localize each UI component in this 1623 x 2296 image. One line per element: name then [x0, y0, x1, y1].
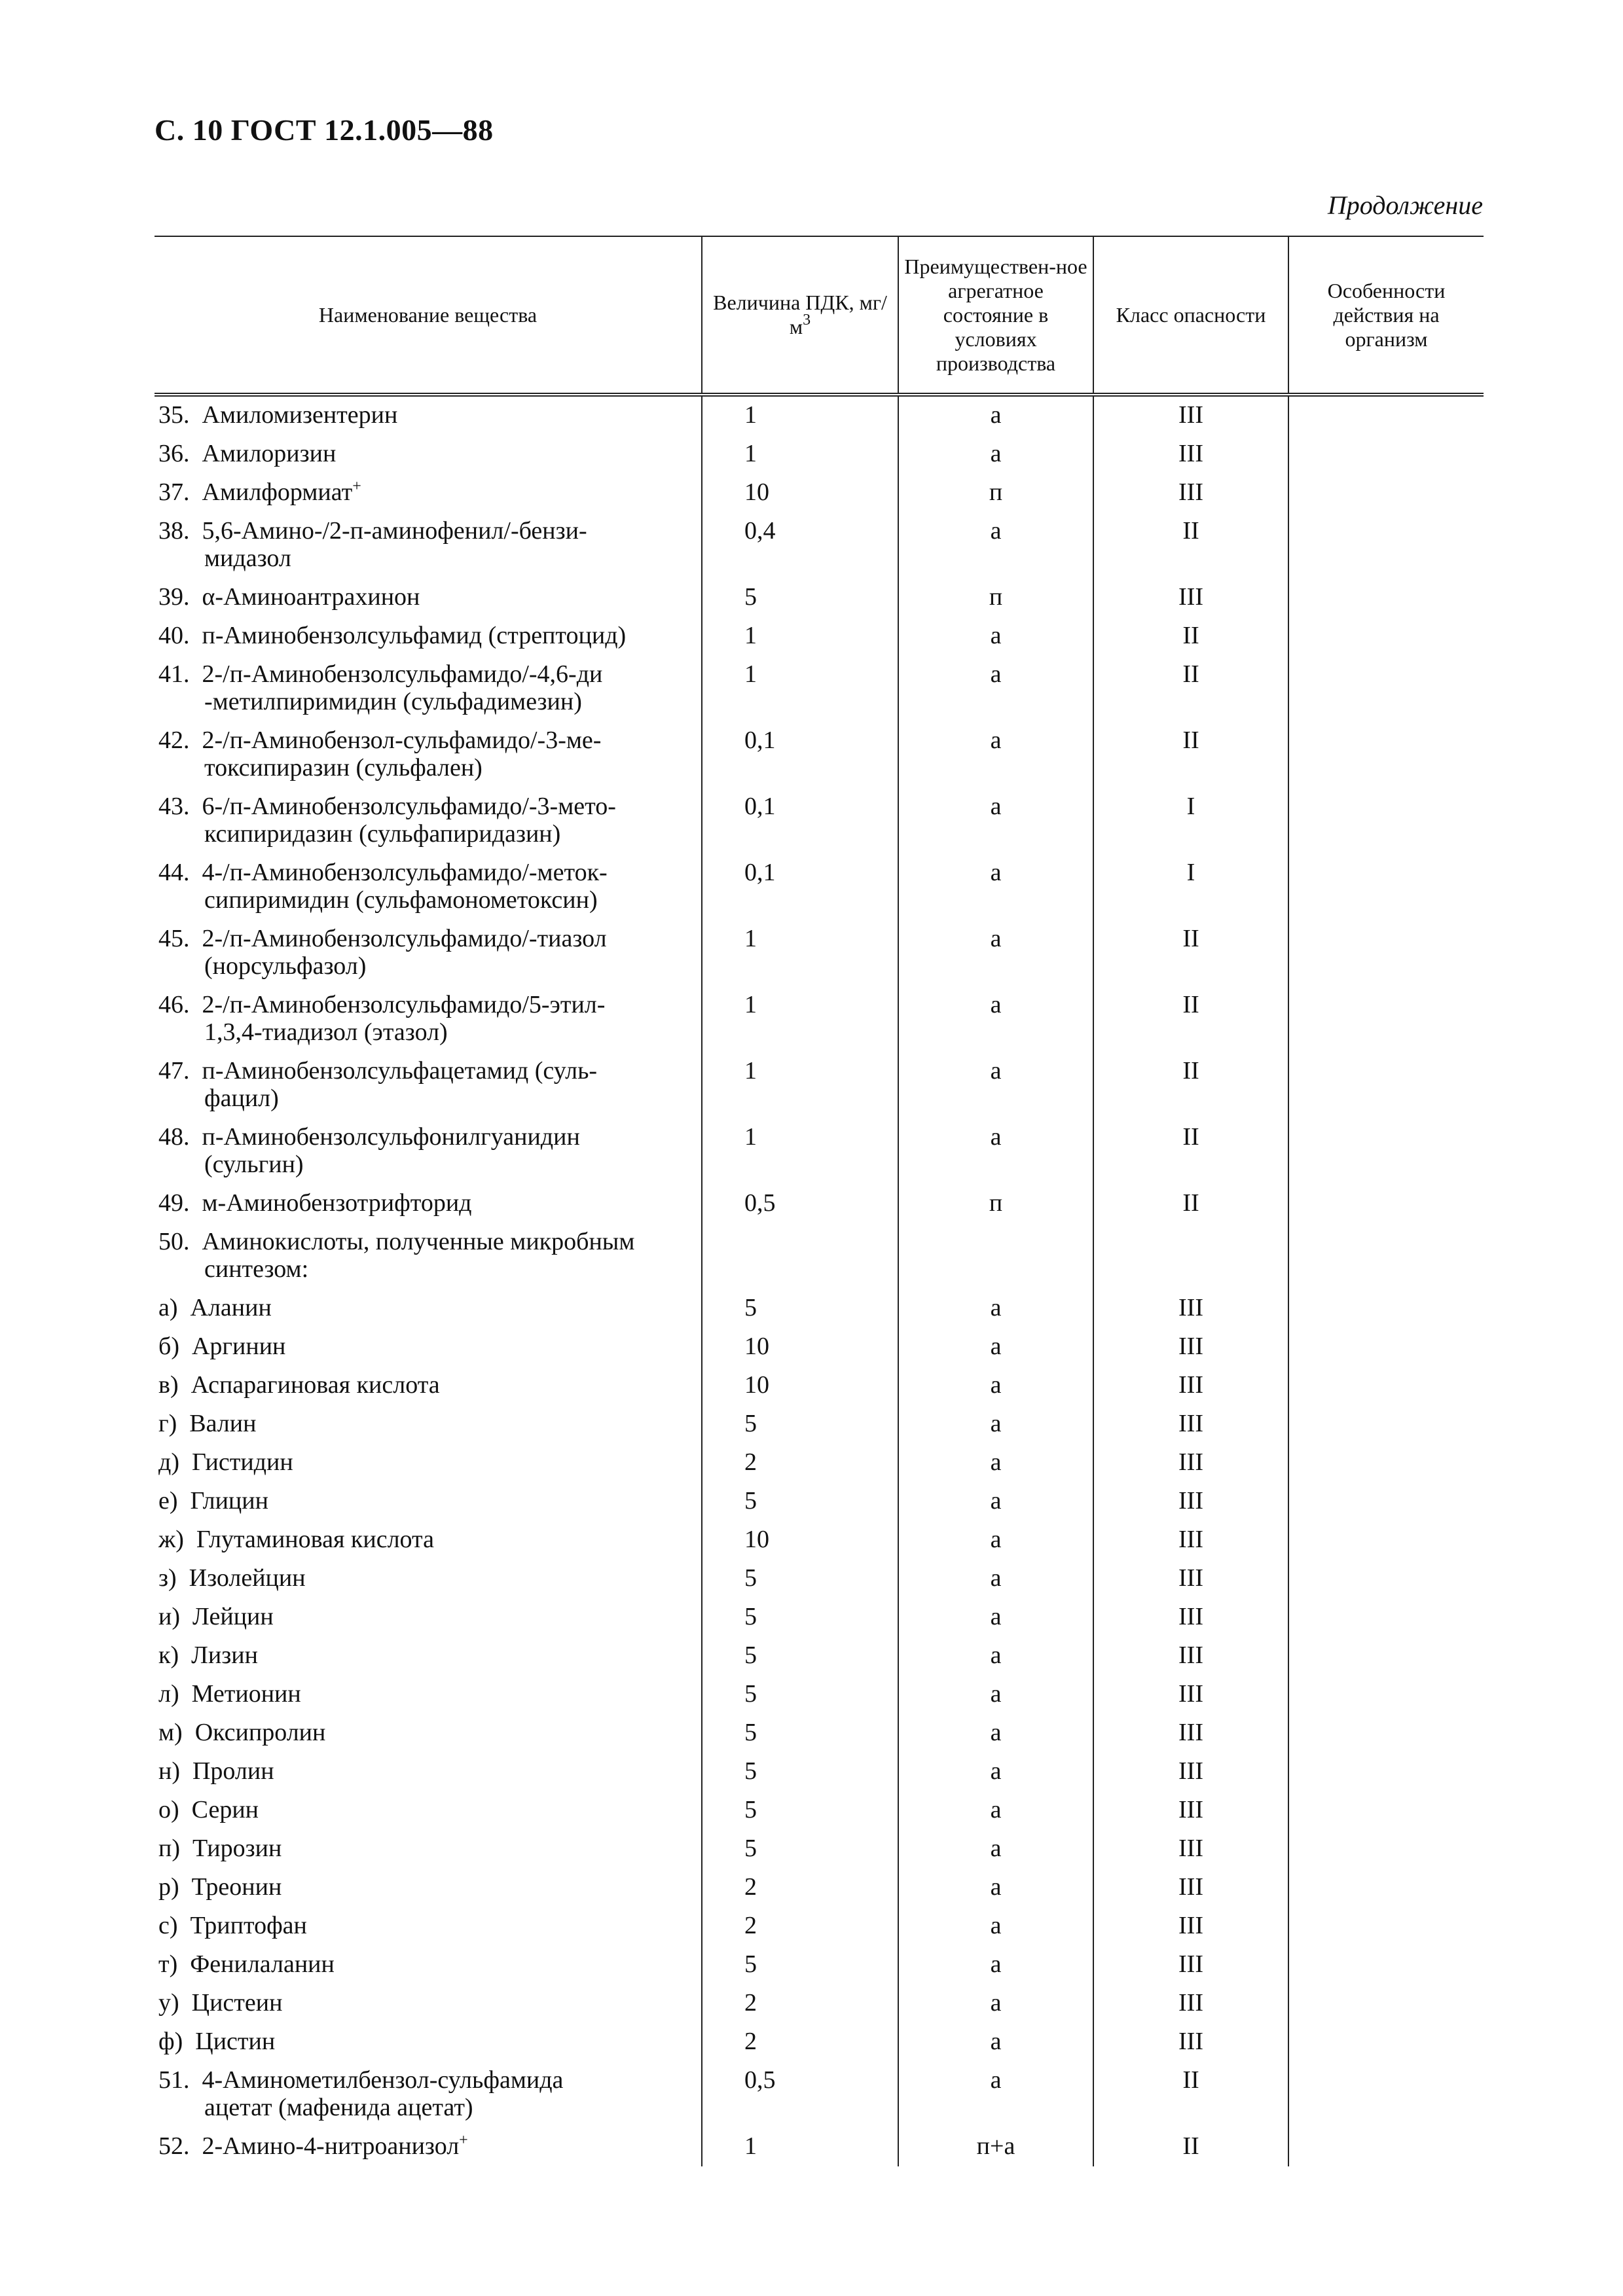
features: [1288, 1052, 1484, 1119]
substance-name: [155, 1946, 702, 1984]
aggregate-state: а: [898, 1676, 1093, 1714]
substance-name-line: фацил): [204, 1085, 279, 1112]
pdk-value: 2: [702, 2023, 898, 2062]
substance-name-line: 42. 2-/п-Аминобензол-сульфамидо/-3-ме-: [158, 726, 602, 754]
pdk-value: 5: [702, 1405, 898, 1444]
aggregate-state: а: [898, 1907, 1093, 1946]
substance-name-line: л) Метионин: [158, 1680, 301, 1708]
pdk-value: 1: [702, 920, 898, 986]
pdk-value: 5: [702, 1753, 898, 1791]
substance-name-line: ж) Глутаминовая кислота: [158, 1526, 434, 1553]
substance-name-line: сипиримидин (сульфамонометоксин): [204, 886, 598, 914]
pdk-value: 10: [702, 1521, 898, 1560]
features: [1288, 474, 1484, 512]
table-row: [155, 1907, 1484, 1946]
features: [1288, 1676, 1484, 1714]
hazard-class: [1093, 1223, 1288, 1289]
features: [1288, 1714, 1484, 1753]
aggregate-state: а: [898, 1637, 1093, 1676]
table-row: [155, 1367, 1484, 1405]
table-row: [155, 656, 1484, 722]
substance-name: [155, 1753, 702, 1791]
aggregate-state: а: [898, 1946, 1093, 1984]
aggregate-state: а: [898, 854, 1093, 920]
pdk-value: 1: [702, 2128, 898, 2166]
substance-name-line: 50. Аминокислоты, полученные микробным: [158, 1228, 635, 1255]
substance-name: [155, 986, 702, 1052]
substance-name-line: с) Триптофан: [158, 1912, 307, 1939]
features: [1288, 1560, 1484, 1598]
hazard-class: III: [1093, 1637, 1288, 1676]
aggregate-state: п: [898, 474, 1093, 512]
hazard-class: III: [1093, 1598, 1288, 1637]
substance-name-line: ксипиридазин (сульфапиридазин): [204, 820, 561, 848]
table-row: [155, 1791, 1484, 1830]
features: [1288, 1482, 1484, 1521]
aggregate-state: а: [898, 617, 1093, 656]
table-row: [155, 1289, 1484, 1328]
aggregate-state: п: [898, 579, 1093, 617]
substance-name: [155, 512, 702, 579]
features: [1288, 986, 1484, 1052]
table-row: [155, 1946, 1484, 1984]
features: [1288, 1328, 1484, 1367]
substance-name: [155, 656, 702, 722]
substance-name-line: -метилпиримидин (сульфадимезин): [204, 688, 582, 715]
substance-name: [155, 2128, 702, 2166]
substance-name-line: т) Фенилаланин: [158, 1950, 335, 1978]
substance-name-line: 36. Амилоризин: [158, 440, 337, 467]
substance-name-line: 35. Амиломизентерин: [158, 401, 398, 429]
substance-name-line: у) Цистеин: [158, 1989, 283, 2017]
table-row: [155, 788, 1484, 854]
substance-name: [155, 1482, 702, 1521]
hazard-class: II: [1093, 1185, 1288, 1223]
pdk-value: 2: [702, 1907, 898, 1946]
hazard-class: III: [1093, 395, 1288, 435]
substance-name-line: 48. п-Аминобензолсульфонилгуанидин: [158, 1123, 580, 1151]
aggregate-state: а: [898, 1984, 1093, 2023]
page-title: С. 10 ГОСТ 12.1.005—88: [155, 113, 494, 147]
substance-name-line: н) Пролин: [158, 1757, 274, 1785]
features: [1288, 1405, 1484, 1444]
pdk-value: 2: [702, 1444, 898, 1482]
substance-name: [155, 2062, 702, 2128]
aggregate-state: а: [898, 1830, 1093, 1869]
pdk-value: 5: [702, 1676, 898, 1714]
hazard-class: I: [1093, 854, 1288, 920]
substance-name: [155, 1405, 702, 1444]
features: [1288, 1521, 1484, 1560]
pdk-value: 1: [702, 656, 898, 722]
pdk-value: 0,4: [702, 512, 898, 579]
aggregate-state: а: [898, 1367, 1093, 1405]
substance-name-line: п) Тирозин: [158, 1835, 282, 1862]
substance-name-line: 1,3,4-тиадизол (этазол): [204, 1018, 448, 1046]
pdk-value: 5: [702, 1791, 898, 1830]
substance-name: [155, 1714, 702, 1753]
substance-name-line: 38. 5,6-Амино-/2-п-аминофенил/-бензи-: [158, 517, 587, 545]
features: [1288, 2062, 1484, 2128]
aggregate-state: а: [898, 1328, 1093, 1367]
substance-name-line: (норсульфазол): [204, 952, 367, 980]
hazard-class: III: [1093, 474, 1288, 512]
aggregate-state: а: [898, 1869, 1093, 1907]
substance-name-line: в) Аспарагиновая кислота: [158, 1371, 440, 1399]
hazard-class: III: [1093, 1791, 1288, 1830]
substance-name: [155, 579, 702, 617]
hazard-class: II: [1093, 722, 1288, 788]
substance-name: [155, 722, 702, 788]
substance-name: [155, 474, 702, 512]
hazard-class: III: [1093, 1676, 1288, 1714]
features: [1288, 920, 1484, 986]
pdk-value: 2: [702, 1984, 898, 2023]
table-row: [155, 579, 1484, 617]
hazard-class: III: [1093, 1946, 1288, 1984]
pdk-value: 0,1: [702, 854, 898, 920]
aggregate-state: а: [898, 1444, 1093, 1482]
table-row: [155, 1560, 1484, 1598]
table-row: [155, 395, 1484, 435]
pdk-value: 5: [702, 1560, 898, 1598]
hazard-class: II: [1093, 986, 1288, 1052]
pdk-value: 0,1: [702, 722, 898, 788]
substance-name-line: о) Серин: [158, 1796, 259, 1823]
features: [1288, 1598, 1484, 1637]
features: [1288, 435, 1484, 474]
features: [1288, 1444, 1484, 1482]
features: [1288, 512, 1484, 579]
pdk-value: 5: [702, 1598, 898, 1637]
pdk-value: 5: [702, 1946, 898, 1984]
features: [1288, 656, 1484, 722]
continuation-label: Продолжение: [1327, 190, 1483, 220]
pdk-value: 5: [702, 1482, 898, 1521]
pdk-value: 10: [702, 474, 898, 512]
hazard-class: II: [1093, 1052, 1288, 1119]
features: [1288, 722, 1484, 788]
hazard-class: III: [1093, 1714, 1288, 1753]
pdk-value: 0,5: [702, 1185, 898, 1223]
substance-name: [155, 854, 702, 920]
substance-name-line: синтезом:: [204, 1255, 309, 1283]
pdk-value: 1: [702, 986, 898, 1052]
hazard-class: III: [1093, 435, 1288, 474]
substance-name-line: 45. 2-/п-Аминобензолсульфамидо/-тиазол: [158, 925, 607, 952]
aggregate-state: а: [898, 1598, 1093, 1637]
substance-name-line: 49. м-Аминобензотрифторид: [158, 1189, 472, 1217]
features: [1288, 1637, 1484, 1676]
aggregate-state: а: [898, 656, 1093, 722]
hazard-class: III: [1093, 1830, 1288, 1869]
substance-name-line: р) Треонин: [158, 1873, 282, 1901]
table-row: [155, 1637, 1484, 1676]
substances-table: [155, 236, 1484, 2166]
substance-name-line: 51. 4-Аминометилбензол-сульфамида: [158, 2066, 564, 2094]
pdk-value: 1: [702, 435, 898, 474]
aggregate-state: а: [898, 1052, 1093, 1119]
aggregate-state: а: [898, 788, 1093, 854]
table-row: [155, 474, 1484, 512]
aggregate-state: а: [898, 1119, 1093, 1185]
hazard-class: II: [1093, 920, 1288, 986]
substance-name: [155, 1521, 702, 1560]
substance-name: [155, 1367, 702, 1405]
features: [1288, 617, 1484, 656]
column-header-state: Преимуществен-ное агрегатное состояние в условиях производства: [898, 236, 1093, 395]
hazard-class: II: [1093, 617, 1288, 656]
hazard-class: III: [1093, 1753, 1288, 1791]
substance-name: [155, 617, 702, 656]
pdk-value: 1: [702, 1119, 898, 1185]
table-row: [155, 1984, 1484, 2023]
substance-name: [155, 1869, 702, 1907]
pdk-value: 5: [702, 1289, 898, 1328]
column-header-name: Наименование вещества: [155, 236, 702, 395]
table-row: [155, 920, 1484, 986]
pdk-value: 1: [702, 617, 898, 656]
table-row: [155, 1223, 1484, 1289]
aggregate-state: а: [898, 2062, 1093, 2128]
pdk-value: 2: [702, 1869, 898, 1907]
table-row: [155, 1830, 1484, 1869]
substance-name-line: токсипиразин (сульфален): [204, 754, 483, 781]
features: [1288, 579, 1484, 617]
hazard-class: II: [1093, 2128, 1288, 2166]
column-header-pdk: [702, 236, 898, 395]
aggregate-state: а: [898, 1753, 1093, 1791]
hazard-class: II: [1093, 1119, 1288, 1185]
table-row: [155, 1482, 1484, 1521]
table-row: [155, 1753, 1484, 1791]
features: [1288, 1946, 1484, 1984]
substance-name-line: мидазол: [204, 545, 291, 572]
substance-name-sup: +: [459, 2132, 468, 2149]
substance-name: [155, 1984, 702, 2023]
substance-name: [155, 435, 702, 474]
substance-name-line: ацетат (мафенида ацетат): [204, 2094, 473, 2121]
substance-name: [155, 1444, 702, 1482]
substance-name: [155, 1119, 702, 1185]
features: [1288, 2023, 1484, 2062]
features: [1288, 1119, 1484, 1185]
table-row: [155, 2128, 1484, 2166]
substance-name-line: г) Валин: [158, 1410, 257, 1437]
table-header: [155, 236, 1484, 395]
hazard-class: II: [1093, 2062, 1288, 2128]
substance-name: [155, 788, 702, 854]
substance-name: [155, 1791, 702, 1830]
table-row: [155, 1328, 1484, 1367]
aggregate-state: а: [898, 1405, 1093, 1444]
substance-name-line: 40. п-Аминобензолсульфамид (стрептоцид): [158, 622, 627, 649]
substance-name: [155, 1676, 702, 1714]
table-row: [155, 1405, 1484, 1444]
substance-name-line: е) Глицин: [158, 1487, 268, 1515]
pdk-value: 1: [702, 1052, 898, 1119]
hazard-class: III: [1093, 1328, 1288, 1367]
substance-name-line: к) Лизин: [158, 1641, 258, 1669]
substance-name-line: а) Аланин: [158, 1294, 272, 1321]
features: [1288, 1869, 1484, 1907]
substance-name-line: д) Гистидин: [158, 1448, 293, 1476]
aggregate-state: [898, 1223, 1093, 1289]
substance-name-line: 39. α-Аминоантрахинон: [158, 583, 420, 611]
substance-name-line: 43. 6-/п-Аминобензолсульфамидо/-3-мето-: [158, 793, 616, 820]
aggregate-state: а: [898, 920, 1093, 986]
aggregate-state: а: [898, 1521, 1093, 1560]
pdk-value: 0,5: [702, 2062, 898, 2128]
table-row: [155, 1185, 1484, 1223]
substance-name: [155, 395, 702, 435]
column-header-features: Особенности действия на организм: [1288, 236, 1484, 395]
features: [1288, 2128, 1484, 2166]
substance-name-line: 44. 4-/п-Аминобензолсульфамидо/-меток-: [158, 859, 608, 886]
table-row: [155, 1714, 1484, 1753]
hazard-class: III: [1093, 1869, 1288, 1907]
substance-name: [155, 1560, 702, 1598]
substance-name-line: 52. 2-Амино-4-нитроанизол: [158, 2132, 460, 2160]
features: [1288, 1367, 1484, 1405]
table-row: [155, 435, 1484, 474]
hazard-class: III: [1093, 1984, 1288, 2023]
substance-name-line: б) Аргинин: [158, 1333, 286, 1360]
table-row: [155, 2023, 1484, 2062]
hazard-class: III: [1093, 1405, 1288, 1444]
hazard-class: III: [1093, 1907, 1288, 1946]
features: [1288, 1185, 1484, 1223]
substance-name-line: з) Изолейцин: [158, 1564, 306, 1592]
aggregate-state: а: [898, 722, 1093, 788]
substance-name-line: 46. 2-/п-Аминобензолсульфамидо/5-этил-: [158, 991, 606, 1018]
features: [1288, 1907, 1484, 1946]
hazard-class: I: [1093, 788, 1288, 854]
table-row: [155, 1869, 1484, 1907]
features: [1288, 788, 1484, 854]
hazard-class: III: [1093, 1444, 1288, 1482]
features: [1288, 1289, 1484, 1328]
table-row: [155, 2062, 1484, 2128]
substance-name: [155, 1907, 702, 1946]
hazard-class: III: [1093, 2023, 1288, 2062]
pdk-value: 1: [702, 395, 898, 435]
table-row: [155, 1521, 1484, 1560]
substance-name-line: 41. 2-/п-Аминобензолсульфамидо/-4,6-ди: [158, 660, 603, 688]
aggregate-state: а: [898, 395, 1093, 435]
hazard-class: III: [1093, 1482, 1288, 1521]
features: [1288, 854, 1484, 920]
features: [1288, 1753, 1484, 1791]
hazard-class: II: [1093, 512, 1288, 579]
aggregate-state: а: [898, 1482, 1093, 1521]
hazard-class: III: [1093, 1367, 1288, 1405]
substance-name: [155, 1223, 702, 1289]
aggregate-state: а: [898, 1560, 1093, 1598]
features: [1288, 1830, 1484, 1869]
aggregate-state: а: [898, 986, 1093, 1052]
substance-name-line: и) Лейцин: [158, 1603, 274, 1630]
table-row: [155, 617, 1484, 656]
table-row: [155, 986, 1484, 1052]
substance-name: [155, 1328, 702, 1367]
pdk-value: 5: [702, 1714, 898, 1753]
aggregate-state: а: [898, 435, 1093, 474]
pdk-value: 5: [702, 1637, 898, 1676]
hazard-class: II: [1093, 656, 1288, 722]
table-row: [155, 512, 1484, 579]
table-row: [155, 854, 1484, 920]
table-row: [155, 1119, 1484, 1185]
substance-name: [155, 1185, 702, 1223]
substance-name: [155, 1289, 702, 1328]
column-header-pdk-text: Величина ПДК, мг/м: [713, 291, 887, 338]
substance-name-line: (сульгин): [204, 1151, 304, 1178]
table-body: [155, 395, 1484, 2166]
substance-name-line: 37. Амилформиат: [158, 478, 353, 506]
aggregate-state: а: [898, 1289, 1093, 1328]
aggregate-state: п+а: [898, 2128, 1093, 2166]
hazard-class: III: [1093, 1521, 1288, 1560]
pdk-value: 5: [702, 1830, 898, 1869]
substance-name-sup: +: [352, 478, 361, 495]
substance-name: [155, 1830, 702, 1869]
substance-name: [155, 2023, 702, 2062]
pdk-value: [702, 1223, 898, 1289]
substance-name: [155, 1637, 702, 1676]
column-header-hazard-class: Класс опасности: [1093, 236, 1288, 395]
aggregate-state: а: [898, 512, 1093, 579]
aggregate-state: а: [898, 1791, 1093, 1830]
pdk-value: 10: [702, 1367, 898, 1405]
column-header-pdk-sup: 3: [803, 312, 811, 329]
hazard-class: III: [1093, 579, 1288, 617]
pdk-value: 10: [702, 1328, 898, 1367]
substance-name-line: 47. п-Аминобензолсульфацетамид (суль-: [158, 1057, 598, 1085]
table-row: [155, 1676, 1484, 1714]
hazard-class: III: [1093, 1560, 1288, 1598]
aggregate-state: а: [898, 2023, 1093, 2062]
substance-name-line: ф) Цистин: [158, 2028, 276, 2055]
table-row: [155, 1444, 1484, 1482]
table-row: [155, 1598, 1484, 1637]
pdk-value: 0,1: [702, 788, 898, 854]
aggregate-state: а: [898, 1714, 1093, 1753]
features: [1288, 1223, 1484, 1289]
features: [1288, 1791, 1484, 1830]
substance-name: [155, 1598, 702, 1637]
features: [1288, 395, 1484, 435]
pdk-value: 5: [702, 579, 898, 617]
table-row: [155, 1052, 1484, 1119]
hazard-class: III: [1093, 1289, 1288, 1328]
features: [1288, 1984, 1484, 2023]
substance-name: [155, 920, 702, 986]
substance-name: [155, 1052, 702, 1119]
table-row: [155, 722, 1484, 788]
substance-name-line: м) Оксипролин: [158, 1719, 326, 1746]
aggregate-state: п: [898, 1185, 1093, 1223]
